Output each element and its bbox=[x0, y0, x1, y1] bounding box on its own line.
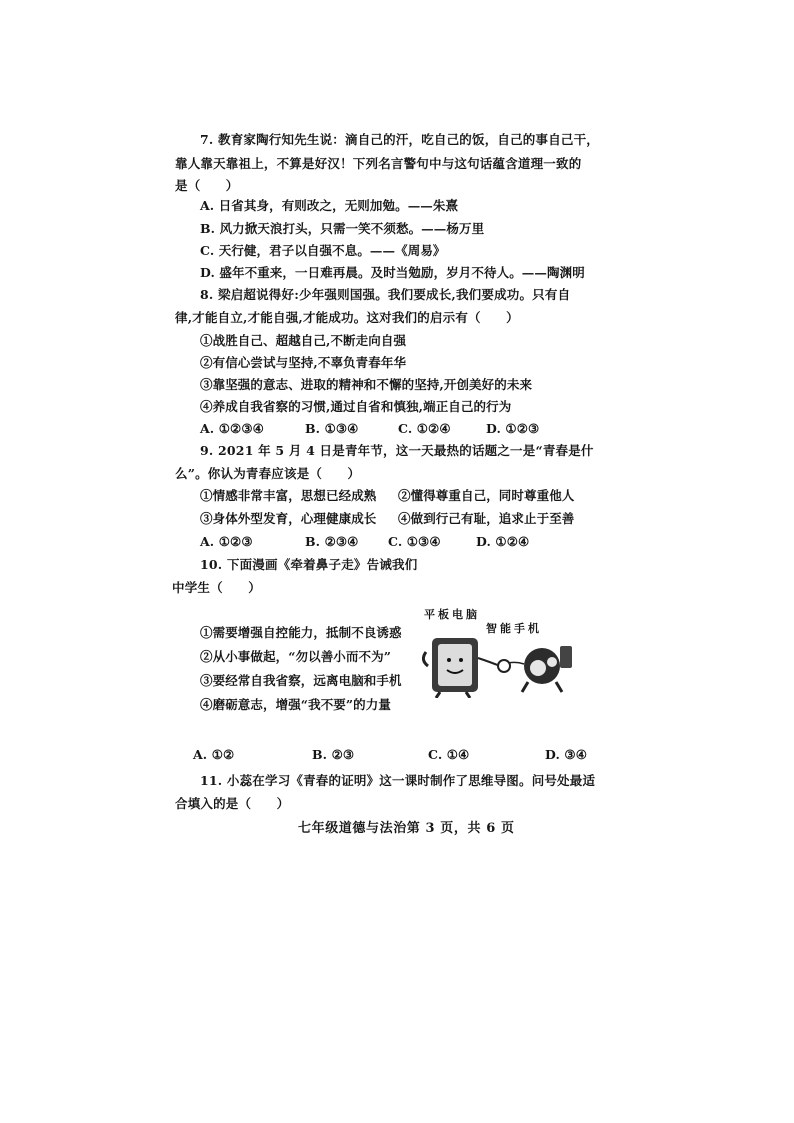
q9-stem-line-2: 么”。你认为青春应该是（ ） bbox=[175, 466, 361, 481]
q10-item-4: ④磨砺意志，增强“我不要”的力量 bbox=[200, 697, 391, 712]
q10-item-1: ①需要增强自控能力，抵制不良诱惑 bbox=[200, 625, 402, 640]
cartoon-label-tablet: 平板电脑 bbox=[424, 608, 480, 621]
q7-option-d: D. 盛年不重来，一日难再晨。及时当勉励，岁月不待人。——陶渊明 bbox=[200, 265, 585, 280]
q9-choice-c: C. ①③④ bbox=[388, 534, 441, 549]
q8-item-2: ②有信心尝试与坚持,不辜负青春年华 bbox=[200, 355, 407, 370]
q11-stem-line-1: 11. 小蕊在学习《青春的证明》这一课时制作了思维导图。问号处最适 bbox=[200, 773, 596, 788]
q10-item-2: ②从小事做起，“勿以善小而不为” bbox=[200, 649, 391, 664]
q10-stem-line-1: 10. 下面漫画《牵着鼻子走》告诫我们 bbox=[200, 557, 418, 572]
q9-item-1: ①情感非常丰富，思想已经成熟 bbox=[200, 488, 377, 503]
q9-choice-a: A. ①②③ bbox=[200, 534, 253, 549]
q10-choice-c: C. ①④ bbox=[428, 747, 470, 762]
q10-choice-a: A. ①② bbox=[193, 747, 235, 762]
q8-item-1: ①战胜自己、超越自己,不断走向自强 bbox=[200, 333, 407, 348]
phone-body bbox=[560, 646, 572, 668]
q11-stem-line-2: 合填入的是（ ） bbox=[175, 796, 290, 811]
q9-choice-b: B. ②③④ bbox=[305, 534, 359, 549]
q8-item-4: ④养成自我省察的习惯,通过自省和慎独,端正自己的行为 bbox=[200, 399, 512, 414]
q8-choice-b: B. ①③④ bbox=[305, 421, 359, 436]
q7-option-c: C. 天行健，君子以自强不息。——《周易》 bbox=[200, 243, 446, 258]
q10-item-3: ③要经常自我省察，远离电脑和手机 bbox=[200, 673, 402, 688]
q8-stem-line-1: 8. 梁启超说得好:少年强则国强。我们要成长,我们要成功。只有自 bbox=[200, 287, 571, 302]
q10-stem-line-2: 中学生（ ） bbox=[172, 580, 261, 595]
tablet-screen bbox=[438, 644, 472, 686]
cartoon-image bbox=[420, 632, 580, 698]
q10-choice-d: D. ③④ bbox=[545, 747, 588, 762]
page-footer: 七年级道德与法治第 3 页，共 6 页 bbox=[298, 821, 515, 836]
cartoon-label-phone: 智能手机 bbox=[486, 622, 542, 635]
q8-choice-d: D. ①②③ bbox=[486, 421, 540, 436]
q7-option-a: A. 日省其身，有则改之，无则加勉。——朱熹 bbox=[200, 198, 459, 213]
q8-choice-c: C. ①②④ bbox=[398, 421, 451, 436]
q9-item-3: ③身体外型发育，心理健康成长 bbox=[200, 511, 377, 526]
q7-stem-line-1: 7. 教育家陶行知先生说：滴自己的汗，吃自己的饭，自己的事自己干， bbox=[200, 132, 600, 147]
q7-stem-line-2: 靠人靠天靠祖上，不算是好汉！下列名言警句中与这句话蕴含道理一致的 bbox=[175, 156, 582, 171]
q7-option-b: B. 风力掀天浪打头，只需一笑不须愁。——杨万里 bbox=[200, 221, 485, 236]
q9-item-4: ④做到行己有耻，追求止于至善 bbox=[398, 511, 575, 526]
q9-choice-d: D. ①②④ bbox=[476, 534, 530, 549]
q7-stem-line-3: 是（ ） bbox=[175, 178, 239, 193]
q9-stem-line-1: 9. 2021 年 5 月 4 日是青年节，这一天最热的话题之一是“青春是什 bbox=[200, 443, 594, 458]
q8-stem-line-2: 律,才能自立,才能自强,才能成功。这对我们的启示有（ ） bbox=[175, 310, 519, 325]
q8-choice-a: A. ①②③④ bbox=[200, 421, 264, 436]
q8-item-3: ③靠坚强的意志、进取的精神和不懈的坚持,开创美好的未来 bbox=[200, 377, 533, 392]
q9-item-2: ②懂得尊重自己，同时尊重他人 bbox=[398, 488, 575, 503]
q10-choice-b: B. ②③ bbox=[312, 747, 355, 762]
